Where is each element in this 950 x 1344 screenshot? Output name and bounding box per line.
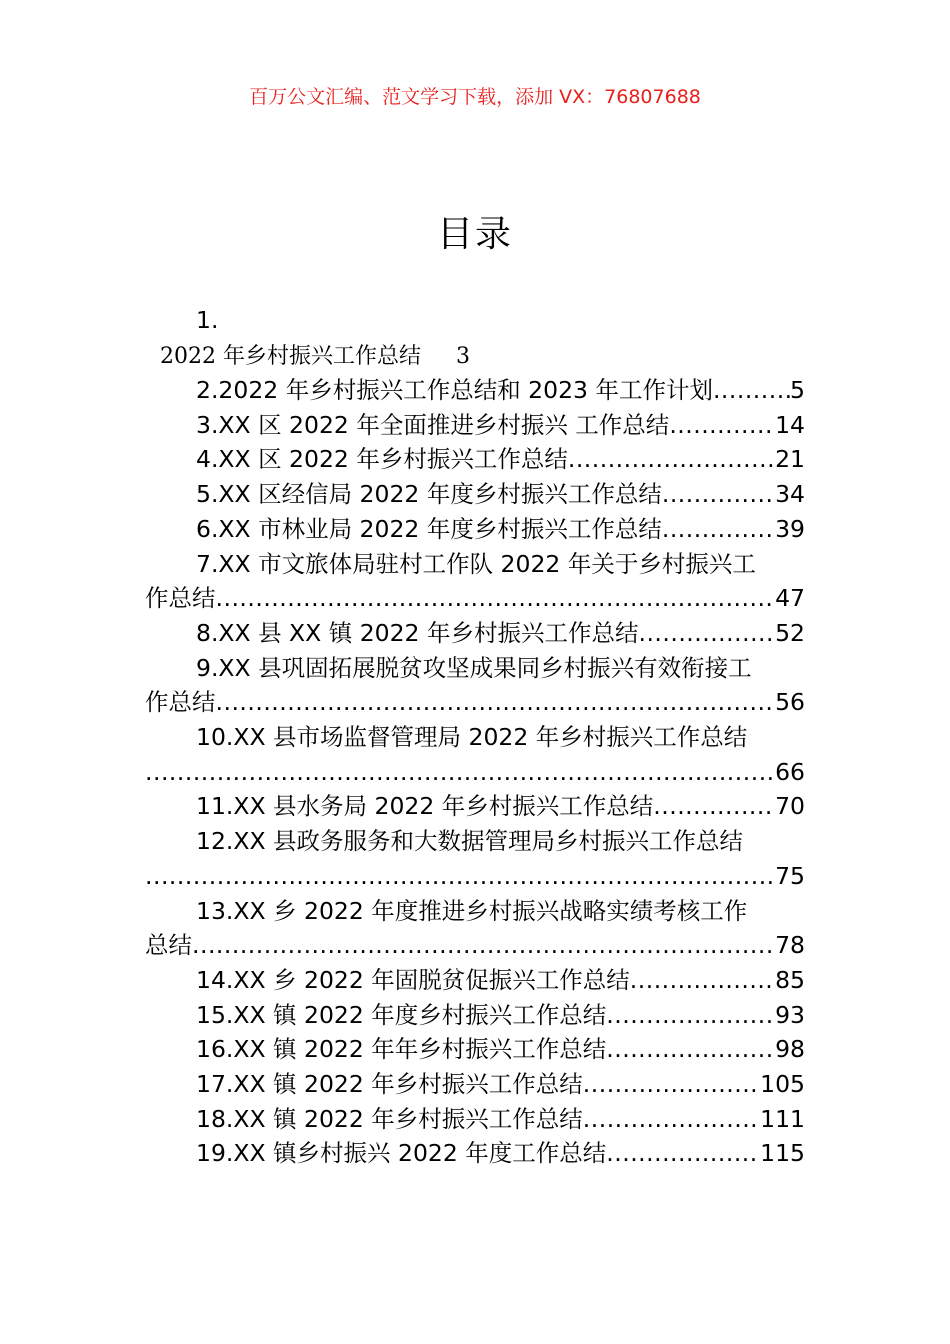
toc-entry-10-line1[interactable]: 10.XX 县市场监督管理局 2022 年乡村振兴工作总结 bbox=[196, 723, 748, 751]
toc-entry-page: 34 bbox=[775, 480, 805, 509]
toc-leader-dots bbox=[606, 998, 775, 1032]
toc-entry-text: 总结 bbox=[145, 931, 192, 960]
toc-entry-16[interactable] bbox=[145, 1032, 805, 1066]
toc-leader-dots bbox=[669, 408, 775, 442]
toc-leader-dots bbox=[145, 859, 775, 893]
toc-leader-dots bbox=[606, 1032, 775, 1066]
toc-leader-dots bbox=[216, 685, 776, 719]
toc-entry-page: 75 bbox=[775, 861, 805, 890]
toc-entry-9[interactable] bbox=[145, 685, 805, 719]
toc-entry-12-line1[interactable]: 12.XX 县政务服务和大数据管理局乡村振兴工作总结 bbox=[196, 827, 744, 856]
toc-entry-18[interactable] bbox=[145, 1102, 805, 1136]
toc-entry-text: 15.XX 镇 2022 年度乡村振兴工作总结 bbox=[196, 1000, 607, 1029]
toc-entry-text: 3.XX 区 2022 年全面推进乡村振兴 工作总结 bbox=[196, 410, 670, 439]
toc-leader-dots bbox=[653, 789, 775, 823]
toc-entry-page: 115 bbox=[760, 1139, 805, 1168]
toc-entry-5[interactable] bbox=[145, 477, 805, 511]
toc-leader-dots bbox=[568, 442, 775, 476]
toc-entry-10[interactable] bbox=[145, 755, 805, 789]
toc-entry-page: 3 bbox=[455, 344, 470, 369]
toc-leader-dots bbox=[145, 755, 775, 789]
toc-entry-page: 70 bbox=[775, 792, 805, 821]
toc-entry-page: 85 bbox=[775, 965, 805, 994]
toc-entry-19[interactable] bbox=[145, 1136, 805, 1170]
toc-entry-9-line1[interactable]: 9.XX 县巩固拓展脱贫攻坚成果同乡村振兴有效衔接工 bbox=[196, 653, 752, 682]
toc-entry-page: 98 bbox=[775, 1035, 805, 1064]
toc-entry-13[interactable] bbox=[145, 928, 805, 962]
toc-entry-8[interactable] bbox=[145, 616, 805, 650]
toc-entry-text: 16.XX 镇 2022 年年乡村振兴工作总结 bbox=[196, 1035, 607, 1064]
toc-entry-4[interactable] bbox=[145, 442, 805, 476]
toc-entry-text: 19.XX 镇乡村振兴 2022 年度工作总结 bbox=[196, 1139, 607, 1168]
toc-leader-dots bbox=[583, 1102, 760, 1136]
toc-entry-page: 5 bbox=[790, 376, 805, 404]
toc-entry-text: 6.XX 市林业局 2022 年度乡村振兴工作总结 bbox=[196, 514, 662, 543]
toc-leader-dots bbox=[662, 477, 775, 511]
toc-entry-7-line1[interactable]: 7.XX 市文旅体局驻村工作队 2022 年关于乡村振兴工 bbox=[196, 549, 756, 578]
watermark-header: 百万公文汇编、范文学习下载，添加 VX：76807688 bbox=[249, 86, 701, 108]
toc-entry-2[interactable] bbox=[145, 373, 805, 407]
toc-leader-dots bbox=[662, 512, 775, 546]
toc-leader-dots bbox=[192, 928, 775, 962]
toc-entry-12[interactable] bbox=[145, 859, 805, 893]
toc-leader-dots bbox=[638, 616, 775, 650]
toc-entry-15[interactable] bbox=[145, 998, 805, 1032]
toc-entry-14[interactable] bbox=[145, 963, 805, 997]
toc-entry-text: 17.XX 镇 2022 年乡村振兴工作总结 bbox=[196, 1070, 583, 1098]
page-title: 目录 bbox=[436, 214, 513, 255]
toc-entry-text: 2.2022 年乡村振兴工作总结和 2023 年工作计划 bbox=[196, 376, 713, 404]
toc-entry-text: 18.XX 镇 2022 年乡村振兴工作总结 bbox=[196, 1104, 583, 1133]
toc-entry-page: 39 bbox=[775, 514, 805, 543]
toc-entry-page: 78 bbox=[775, 931, 805, 960]
toc-entry-1[interactable] bbox=[160, 340, 560, 374]
toc-leader-dots bbox=[713, 373, 790, 407]
toc-entry-11[interactable] bbox=[145, 789, 805, 823]
toc-entry-page: 14 bbox=[775, 410, 805, 439]
toc-leader-dots bbox=[216, 581, 776, 615]
toc-entry-page: 93 bbox=[775, 1000, 805, 1029]
toc-entry-text: 5.XX 区经信局 2022 年度乡村振兴工作总结 bbox=[196, 480, 662, 509]
toc-entry-text: 8.XX 县 XX 镇 2022 年乡村振兴工作总结 bbox=[196, 618, 639, 647]
toc-entry-text: 4.XX 区 2022 年乡村振兴工作总结 bbox=[196, 445, 568, 474]
toc-entry-13-line1[interactable]: 13.XX 乡 2022 年度推进乡村振兴战略实绩考核工作 bbox=[196, 896, 748, 925]
toc-entry-page: 47 bbox=[775, 584, 805, 613]
toc-entry-6[interactable] bbox=[145, 512, 805, 546]
toc-entry-3[interactable] bbox=[145, 408, 805, 442]
toc-entry-1-number: 1. bbox=[196, 306, 219, 334]
toc-entry-17[interactable] bbox=[145, 1067, 805, 1101]
toc-entry-7[interactable] bbox=[145, 581, 805, 615]
toc-entry-text: 11.XX 县水务局 2022 年乡村振兴工作总结 bbox=[196, 792, 654, 821]
toc-leader-dots bbox=[630, 963, 775, 997]
toc-leader-dots bbox=[583, 1067, 760, 1101]
toc-entry-page: 52 bbox=[775, 618, 805, 647]
toc-entry-page: 56 bbox=[775, 688, 805, 717]
toc-entry-text: 2022 年乡村振兴工作总结 bbox=[160, 344, 421, 369]
toc-entry-page: 105 bbox=[760, 1070, 805, 1098]
toc-entry-page: 66 bbox=[775, 757, 805, 786]
toc-entry-text: 14.XX 乡 2022 年固脱贫促振兴工作总结 bbox=[196, 965, 630, 994]
toc-entry-page: 21 bbox=[775, 445, 805, 474]
toc-leader-dots bbox=[606, 1136, 760, 1170]
toc-entry-page: 111 bbox=[760, 1104, 805, 1133]
toc-entry-text: 作总结 bbox=[145, 584, 216, 613]
toc-entry-text: 作总结 bbox=[145, 688, 216, 717]
